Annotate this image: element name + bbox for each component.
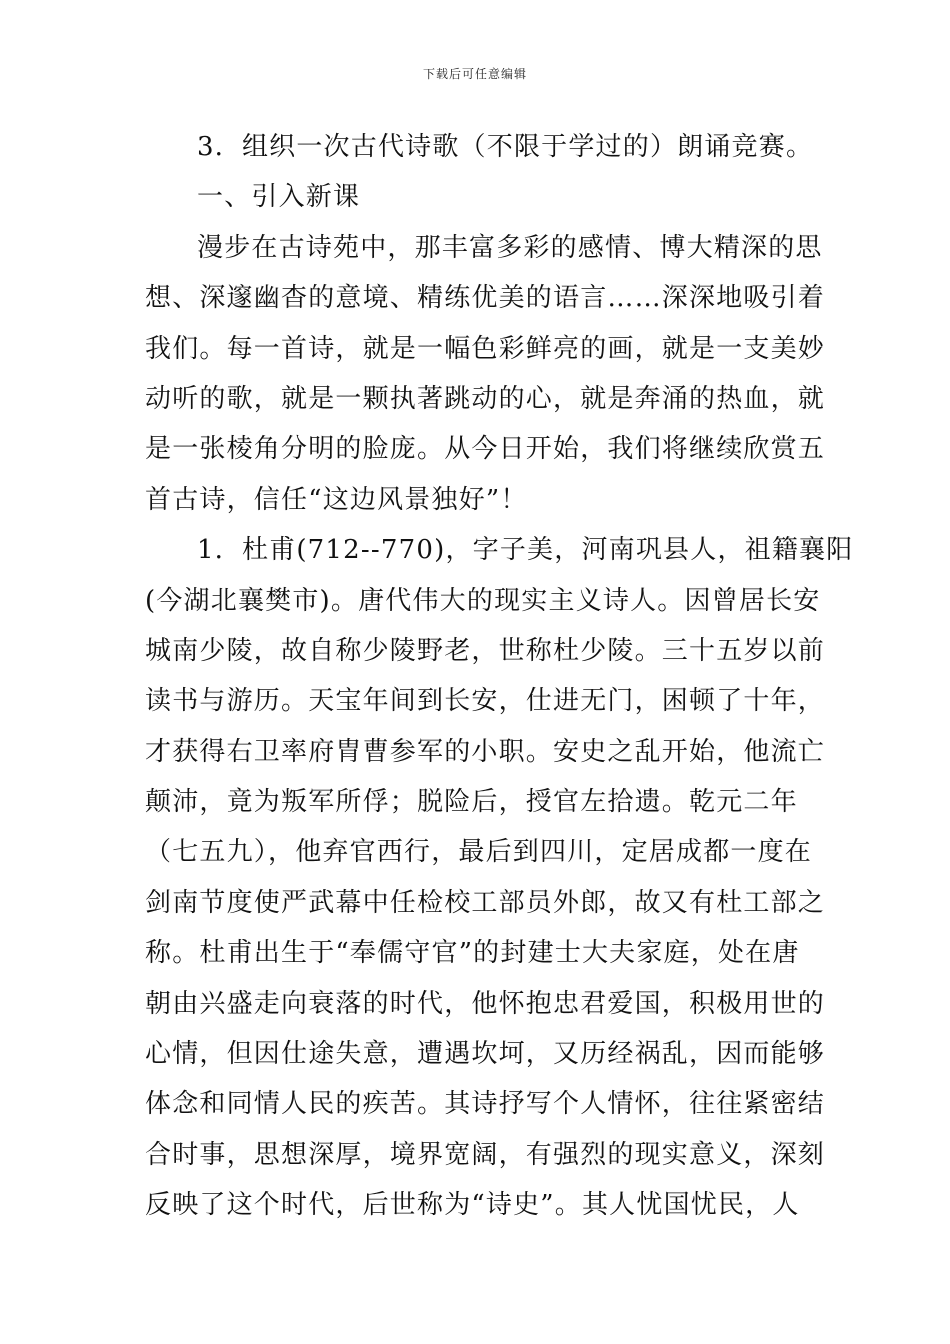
text-line: 体念和同情人民的疾苦。其诗抒写个人情怀，往往紧密结 <box>145 1089 826 1120</box>
text-line: 一、引入新课 <box>197 182 361 213</box>
text-line: 剑南节度使严武幕中任检校工部员外郎，故又有杜工部之 <box>145 887 826 918</box>
text-line: 1．杜甫(712--770)，字子美，河南巩县人，祖籍襄阳 <box>197 535 854 566</box>
text-line: 朝由兴盛走向衰落的时代，他怀抱忠君爱国，积极用世的 <box>145 988 826 1019</box>
text-line: 我们。每一首诗，就是一幅色彩鲜亮的画，就是一支美妙 <box>145 333 826 364</box>
text-line: 3．组织一次古代诗歌（不限于学过的）朗诵竞赛。 <box>197 132 814 162</box>
text-line: 读书与游历。天宝年间到长安，仕进无门，困顿了十年， <box>145 686 826 717</box>
text-line: 想、深邃幽杳的意境、精练优美的语言……深深地吸引着 <box>145 283 826 314</box>
text-line: 首古诗，信任“这边风景独好”！ <box>145 484 528 515</box>
header-note: 下载后可任意编辑 <box>422 67 527 81</box>
text-line: 合时事，思想深厚，境界宽阔，有强烈的现实意义，深刻 <box>145 1139 826 1170</box>
document-body <box>145 122 854 1231</box>
text-line: （七五九），他弃官西行，最后到四川，定居成都一度在 <box>145 837 813 868</box>
text-line: 漫步在古诗苑中，那丰富多彩的感情、博大精深的思 <box>197 232 823 263</box>
text-line: 才获得右卫率府胄曹参军的小职。安史之乱开始，他流亡 <box>145 736 826 767</box>
text-line: 是一张棱角分明的脸庞。从今日开始，我们将继续欣赏五 <box>145 434 826 465</box>
text-line: 称。杜甫出生于“奉儒守官”的封建士大夫家庭，处在唐 <box>145 938 800 969</box>
text-line: 动听的歌，就是一颗执著跳动的心，就是奔涌的热血，就 <box>145 383 826 414</box>
text-line: (今湖北襄樊市)。唐代伟大的现实主义诗人。因曾居长安 <box>145 585 821 616</box>
text-line: 心情，但因仕途失意，遭遇坎坷，又历经祸乱，因而能够 <box>145 1039 826 1070</box>
text-line: 城南少陵，故自称少陵野老，世称杜少陵。三十五岁以前 <box>145 635 826 666</box>
text-line: 颠沛，竟为叛军所俘；脱险后，授官左拾遗。乾元二年 <box>145 787 798 818</box>
text-line: 反映了这个时代，后世称为“诗史”。其人忧国忧民，人 <box>145 1190 800 1221</box>
